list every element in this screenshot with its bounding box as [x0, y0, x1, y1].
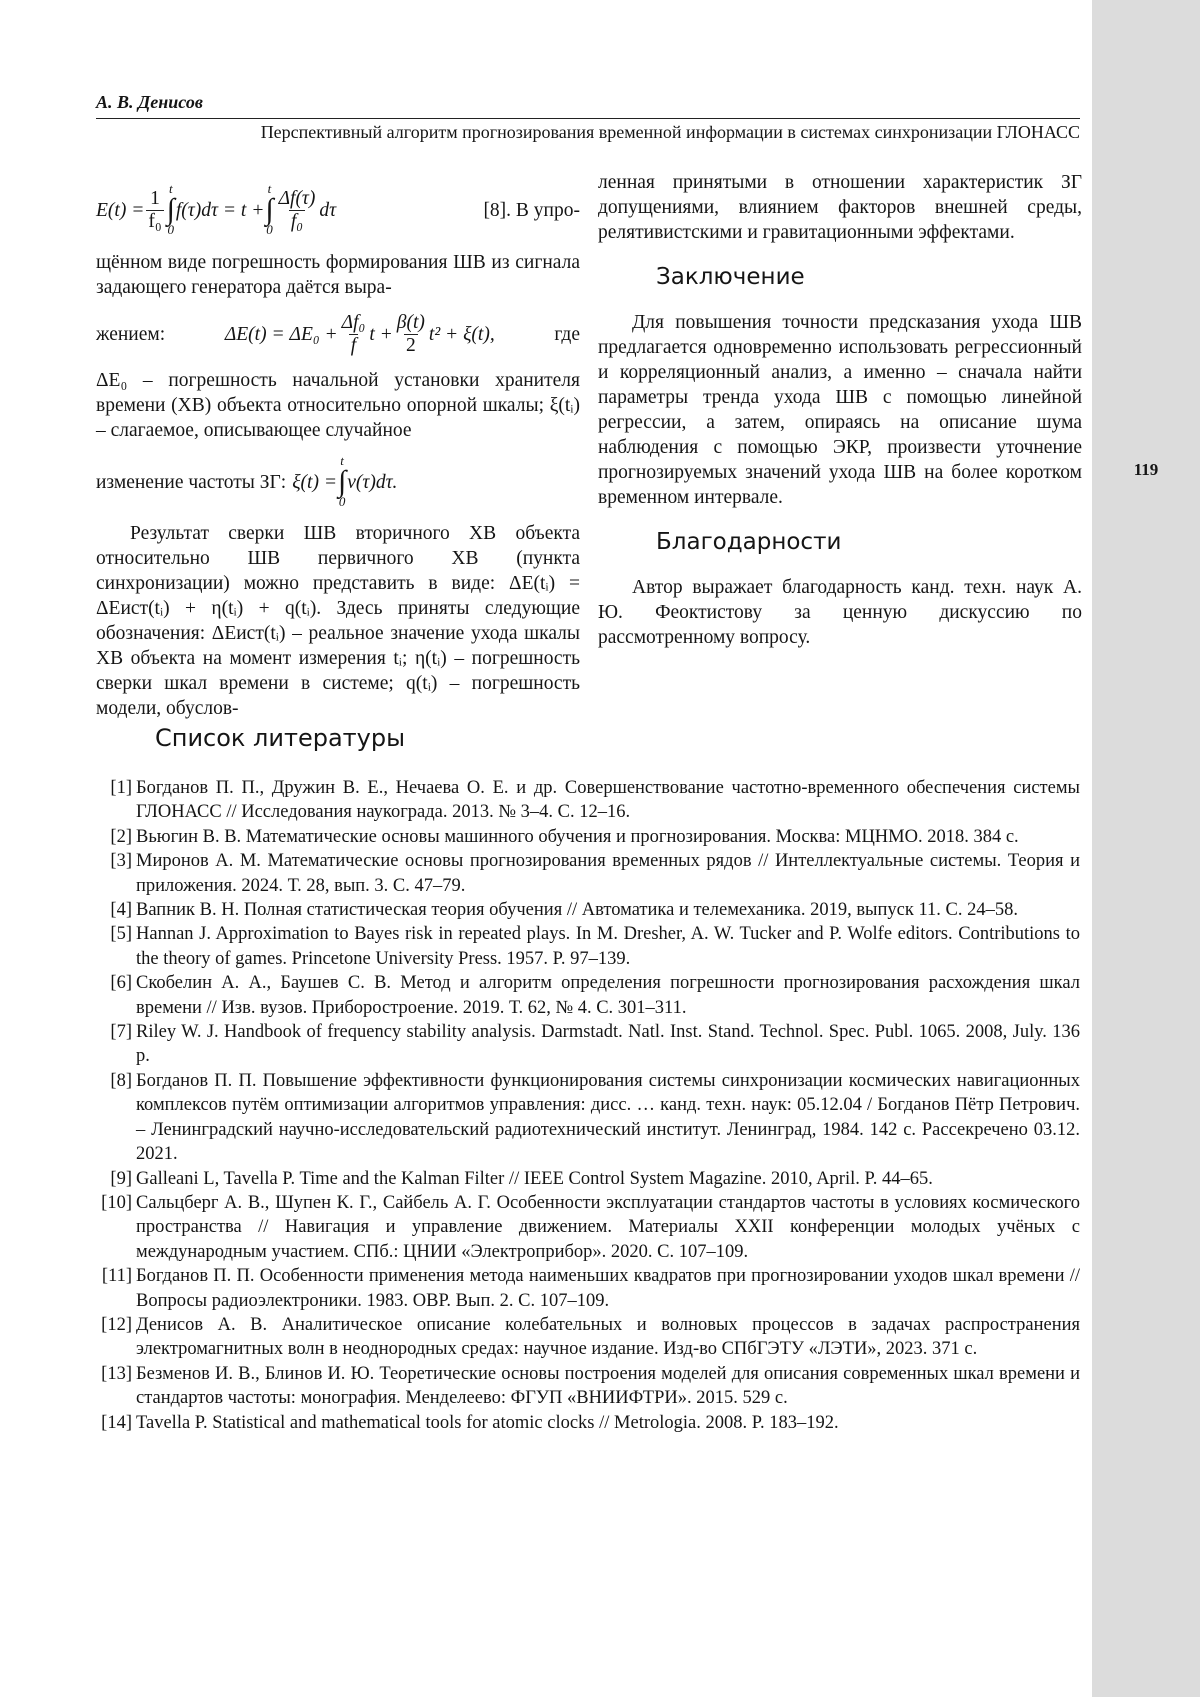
reference-number: [2] [96, 825, 132, 849]
eq1-int2-tail: dτ [319, 198, 336, 223]
reference-item [96, 922, 1080, 971]
eq2-frac2-num: β(t) [395, 312, 427, 333]
left-column [96, 170, 580, 721]
conclusion-text: Для повышения точности предсказания ухода ШВ предлагается одновременно использовать регрессионный и корреляционный анализ, а именно – сначала найти параметры тренда ухода ШВ с помощью линейной регрессии, а затем, опираясь на описание шума наблюдения с помощью ЭКР, произвести уточнение прогнозируемых значений ухода ШВ на более коротком временном интервале. [598, 310, 1082, 510]
eq2-fraction-2 [395, 312, 427, 356]
eq1-int2-lower: 0 [266, 224, 273, 236]
reference-text: Богданов П. П. Особенности применения метода наименьших квадратов при прогнозировании уходов шкал времени // Вопросы радиоэлектроники. 1983. ОВР. Вып. 2. С. 107–109. [136, 1266, 1080, 1310]
side-strip [1092, 0, 1200, 1697]
eq3-lhs: ξ(t) = [292, 470, 337, 495]
reference-item [96, 1069, 1080, 1167]
eq1-integral-1 [167, 183, 175, 236]
eq2-where: где [554, 322, 580, 347]
integral-sign: ∫ [338, 468, 346, 497]
eq2-mid: t + [369, 322, 392, 347]
eq2-fraction-1 [340, 312, 368, 356]
reference-number: [10] [96, 1191, 132, 1215]
reference-text: Безменов И. В., Блинов И. Ю. Теоретические основы построения моделей для описания современных шкал времени и стандартов частоты: монография. Менделеево: ФГУП «ВНИИФТРИ». 2015. 529 с. [136, 1364, 1080, 1408]
integral-sign: ∫ [167, 196, 175, 225]
eq1-frac-num: 1 [148, 188, 162, 209]
reference-text: Сальцберг А. В., Шупен К. Г., Сайбель А. Г. Особенности эксплуатации стандартов частоты в условиях космического пространства // Навигация и управление движением. Материалы XXII конференции молодых учёных с международным участием. СПб.: ЦНИИ «Электроприбор». 2020. С. 107–109. [136, 1193, 1080, 1262]
reference-item [96, 1411, 1080, 1435]
eq1-int1-upper: t [169, 183, 173, 195]
reference-item [96, 1313, 1080, 1362]
reference-text: Богданов П. П. Повышение эффективности функционирования системы синхронизации космических навигационных комплексов путём оптимизации алгоритмов управления: дисс. … канд. техн. наук: 05.12.04 / Богданов Пётр Петрович. – Ленинградский научно-исследовательский радиотехнический институт. Ленинград, 1984. 142 с. Рассекречено 03.12. 2021. [136, 1071, 1080, 1164]
eq3-label: изменение частоты ЗГ: [96, 470, 286, 495]
reference-item [96, 825, 1080, 849]
reference-text: Galleani L, Tavella P. Time and the Kalman Filter // IEEE Control System Magazine. 2010, April. P. 44–65. [136, 1169, 933, 1189]
running-title: Перспективный алгоритм прогнозирования временной информации в системах синхронизации ГЛОНАСС [96, 121, 1080, 143]
reference-list [96, 776, 1080, 1435]
eq1-int2-num: Δf(τ) [277, 188, 318, 209]
reference-item [96, 1167, 1080, 1191]
author: А. В. Денисов [96, 92, 203, 113]
reference-number: [8] [96, 1069, 132, 1093]
reference-number: [14] [96, 1411, 132, 1435]
equation-3 [96, 443, 580, 521]
reference-text: Богданов П. П., Дружин В. Е., Нечаева О. Е. и др. Совершенствование частотно-временного обеспечения системы ГЛОНАСС // Исследования наукограда. 2013. № 3–4. С. 12–16. [136, 778, 1080, 822]
reference-item [96, 971, 1080, 1020]
conclusion-heading: Заключение [656, 265, 1082, 290]
eq1-int1-lower: 0 [168, 224, 175, 236]
reference-item [96, 898, 1080, 922]
reference-item [96, 1191, 1080, 1264]
reference-text: Миронов А. М. Математические основы прогнозирования временных рядов // Интеллектуальные системы. Теория и приложения. 2024. Т. 28, вып. 3. С. 47–79. [136, 851, 1080, 895]
reference-text: Вьюгин В. В. Математические основы машинного обучения и прогнозирования. Москва: МЦНМО. 2018. 384 с. [136, 827, 1019, 847]
eq1-int2-den: f₀ [289, 210, 305, 232]
equation-2 [96, 300, 580, 368]
reference-number: [7] [96, 1020, 132, 1044]
references-heading: Список литературы [155, 724, 405, 752]
reference-item [96, 1020, 1080, 1069]
reference-number: [11] [96, 1264, 132, 1288]
reference-text: Hannan J. Approximation to Bayes risk in repeated plays. In M. Dresher, A. W. Tucker and P. Wolfe editors. Contributions to the theory of games. Princetone University Press. 1957. P. 97–139. [136, 924, 1080, 968]
eq2-frac1-den: f [349, 334, 358, 356]
reference-text: Денисов А. В. Аналитическое описание колебательных и волновых процессов в задачах распространения электромагнитных волн в неоднородных средах: научное издание. Изд-во СПбГЭТУ «ЛЭТИ», 2023. 371 с. [136, 1315, 1080, 1359]
equation-1 [96, 170, 580, 250]
right-column [598, 170, 1082, 650]
reference-text: Вапник В. Н. Полная статистическая теория обучения // Автоматика и телемеханика. 2019, выпуск 11. С. 24–58. [136, 900, 1018, 920]
reference-text: Riley W. J. Handbook of frequency stability analysis. Darmstadt. Natl. Inst. Stand. Technol. Spec. Publ. 1065. 2008, July. 136 p. [136, 1022, 1080, 1066]
reference-number: [6] [96, 971, 132, 995]
paragraph-1: щённом виде погрешность формирования ШВ из сигнала задающего генератора даётся выра- [96, 250, 580, 300]
reference-number: [4] [96, 898, 132, 922]
reference-text: Скобелин А. А., Баушев С. В. Метод и алгоритм определения погрешности прогнозирования расхождения шкал времени // Изв. вузов. Приборостроение. 2019. Т. 62, № 4. С. 301–311. [136, 973, 1080, 1017]
eq1-int2-upper: t [268, 183, 272, 195]
integral-sign: ∫ [265, 196, 273, 225]
eq3-body: ν(τ)dτ. [347, 470, 397, 495]
eq2-tail: t² + ξ(t), [429, 322, 495, 347]
eq1-after: [8]. В упро- [483, 198, 580, 223]
paragraph-continued: ленная принятыми в отношении характеристик ЗГ допущениями, влиянием факторов внешней среды, релятивистскими и гравитационными эффектами. [598, 170, 1082, 245]
reference-item [96, 849, 1080, 898]
eq2-frac2-den: 2 [404, 334, 418, 356]
eq2-frac1-num: Δf₀ [340, 312, 368, 333]
reference-number: [3] [96, 849, 132, 873]
eq1-fraction-2 [277, 188, 318, 232]
eq1-int1-body: f(τ)dτ = t + [176, 198, 264, 223]
eq3-lower: 0 [339, 496, 346, 508]
reference-number: [12] [96, 1313, 132, 1337]
eq1-fraction [146, 188, 163, 232]
eq1-lhs: E(t) = [96, 198, 144, 223]
reference-number: [9] [96, 1167, 132, 1191]
eq2-lhs: ΔE(t) = ΔE₀ + [225, 322, 338, 347]
eq3-integral [338, 455, 346, 508]
acknowledgements-text: Автор выражает благодарность канд. техн. наук А. Ю. Феоктистову за ценную дискуссию по рассмотренному вопросу. [598, 575, 1082, 650]
eq3-upper: t [340, 455, 344, 467]
reference-number: [5] [96, 922, 132, 946]
eq1-frac-den: f₀ [146, 210, 163, 232]
eq2-label: жением: [96, 322, 165, 347]
paragraph-3: Результат сверки ШВ вторичного ХВ объекта относительно ШВ первичного ХВ (пункта синхронизации) можно представить в виде: ΔE(tᵢ) = ΔEист(tᵢ) + η(tᵢ) + q(tᵢ). Здесь приняты следующие обозначения: ΔEист(tᵢ) – реальное значение ухода шкалы ХВ объекта на момент измерения tᵢ; η(tᵢ) – погрешность сверки шкал времени в системе; q(tᵢ) – погрешность модели, обуслов- [96, 521, 580, 721]
header-rule [96, 118, 1080, 119]
reference-text: Tavella P. Statistical and mathematical tools for atomic clocks // Metrologia. 2008. P. 183–192. [136, 1413, 839, 1433]
acknowledgements-heading: Благодарности [656, 530, 1082, 555]
reference-item [96, 776, 1080, 825]
reference-number: [13] [96, 1362, 132, 1386]
reference-item [96, 1264, 1080, 1313]
reference-item [96, 1362, 1080, 1411]
eq1-integral-2 [265, 183, 273, 236]
page-number: 119 [1092, 460, 1200, 480]
reference-number: [1] [96, 776, 132, 800]
paragraph-2: ΔE₀ – погрешность начальной установки хранителя времени (ХВ) объекта относительно опорной шкалы; ξ(tᵢ) – слагаемое, описывающее случайное [96, 368, 580, 443]
